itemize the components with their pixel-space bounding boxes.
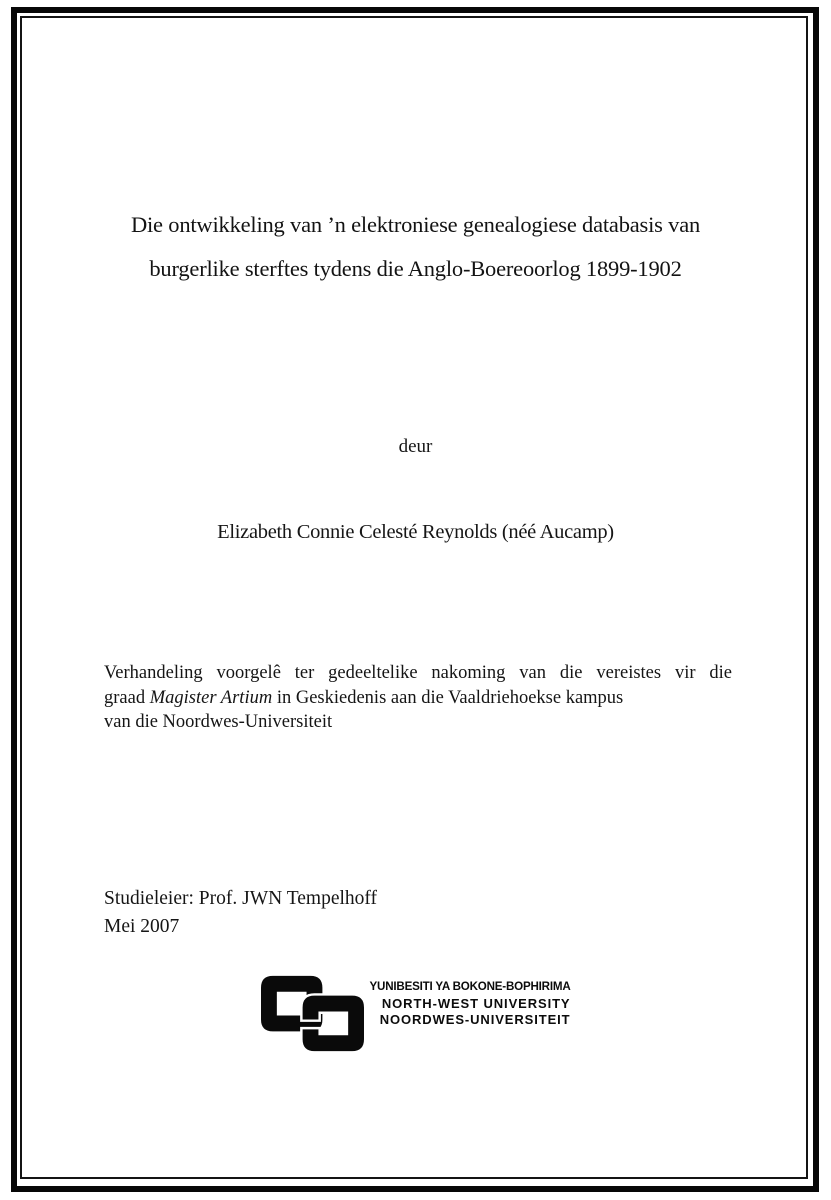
submission-line-2-prefix: graad: [104, 687, 150, 708]
logo-text-setswana: YUNIBESITI YA BOKONE-BOPHIRIMA: [369, 980, 571, 993]
thesis-title-line-2: burgerlike sterftes tydens die Anglo-Boereoorlog 1899-1902: [149, 256, 682, 281]
submission-line-2: [104, 686, 732, 711]
nwu-interlocking-links-icon: [261, 975, 364, 1052]
supervisor-block: [104, 885, 377, 941]
university-logo-text: [370, 979, 571, 1029]
supervisor-line: Studieleier: Prof. JWN Tempelhoff: [104, 888, 378, 909]
byline-label: deur: [398, 436, 433, 457]
submission-line-2-suffix: in Geskiedenis aan die Vaaldriehoekse kampus: [272, 687, 624, 708]
submission-line-3: van die Noordwes-Universiteit: [104, 712, 333, 732]
logo-text-afrikaans: NOORDWES-UNIVERSITEIT: [379, 1012, 571, 1027]
submission-statement: [104, 661, 732, 735]
logo-text-english: NORTH-WEST UNIVERSITY: [381, 995, 571, 1011]
date-line: Mei 2007: [104, 916, 180, 937]
degree-name-italic: Magister Artium: [149, 687, 273, 708]
author-name: Elizabeth Connie Celesté Reynolds (néé Aucamp): [217, 521, 614, 543]
university-logo: [0, 975, 831, 1052]
thesis-title: [45, 203, 786, 291]
submission-line-1: Verhandeling voorgelê ter gedeeltelike nakoming van die vereistes vir die: [104, 663, 732, 683]
thesis-title-line-1: Die ontwikkeling van ’n elektroniese genealogiese databasis van: [130, 212, 701, 237]
